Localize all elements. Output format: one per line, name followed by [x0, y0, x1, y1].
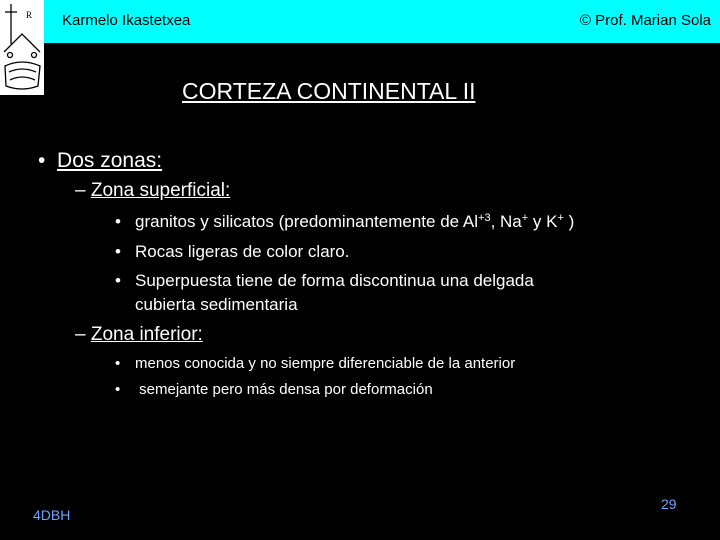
list-item	[115, 212, 574, 232]
bullet-icon: •	[38, 149, 46, 172]
zona-superficial-heading	[75, 180, 230, 202]
item-text: Rocas ligeras de color claro.	[135, 242, 350, 261]
zona-superficial-label: Zona superficial:	[90, 180, 231, 201]
main-bullet	[38, 149, 162, 173]
slide-title: CORTEZA CONTINENTAL II	[182, 78, 476, 104]
dash-icon: –	[75, 324, 86, 345]
item-text: , Na	[490, 212, 522, 231]
item-continuation: cubierta sedimentaria	[135, 295, 298, 314]
superscript: +3	[478, 212, 491, 224]
bullet-icon: •	[115, 212, 121, 231]
list-item	[115, 271, 534, 291]
item-text: y K	[528, 212, 558, 231]
heading-dos-zonas: Dos zonas:	[57, 149, 163, 172]
bullet-icon: •	[115, 355, 121, 372]
bullet-icon: •	[115, 271, 121, 290]
list-item	[115, 355, 515, 372]
school-name: Karmelo Ikastetxea	[62, 12, 191, 29]
item-text: semejante pero más densa por deformación	[135, 381, 433, 398]
svg-text:R: R	[26, 10, 33, 20]
dash-icon: –	[75, 180, 86, 201]
bullet-icon: •	[115, 381, 121, 398]
zona-inferior-heading	[75, 324, 203, 346]
superscript: +	[557, 212, 564, 224]
author-credit: © Prof. Marian Sola	[579, 12, 711, 29]
item-text: menos conocida y no siempre diferenciable de la anterior	[135, 355, 516, 372]
course-label: 4DBH	[33, 507, 71, 523]
page-number: 29	[661, 496, 677, 512]
zona-inferior-label: Zona inferior:	[90, 324, 203, 345]
list-item	[115, 242, 349, 262]
superscript: +	[521, 212, 529, 224]
carmelite-cross-logo-icon	[0, 0, 44, 95]
item-text: Superpuesta tiene de forma discontinua una delgada	[135, 271, 534, 290]
item-text: granitos y silicatos (predominantemente de Al	[135, 212, 479, 231]
bullet-icon: •	[115, 242, 121, 261]
item-text: )	[563, 212, 575, 231]
list-item	[115, 381, 433, 398]
